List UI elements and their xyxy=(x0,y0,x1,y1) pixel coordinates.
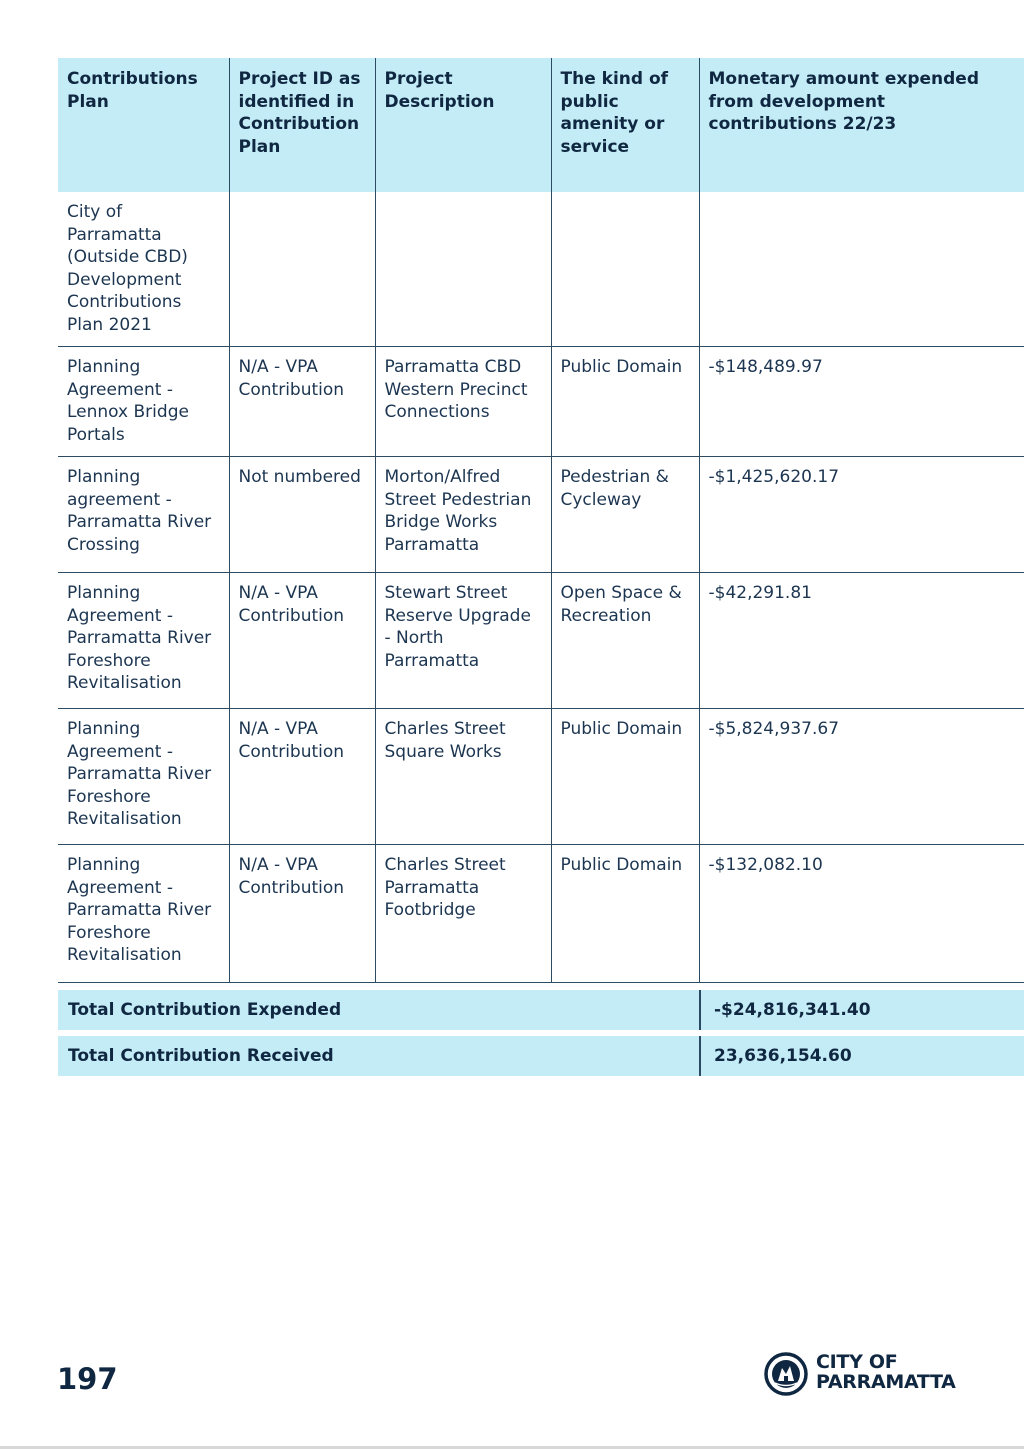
table-row xyxy=(58,457,1024,573)
table-row xyxy=(58,192,1024,347)
cell-project-id: Not numbered xyxy=(229,457,375,573)
total-expended-row xyxy=(58,990,1024,1030)
cell-project-id: N/A - VPA Contribution xyxy=(229,347,375,457)
cell-plan: Planning agreement - Parramatta River Crossing xyxy=(58,457,229,573)
cell-plan: Planning Agreement - Lennox Bridge Portals xyxy=(58,347,229,457)
cell-amount: -$148,489.97 xyxy=(699,347,1024,457)
cell-description: Charles Street Square Works xyxy=(375,709,551,845)
logo-wordmark xyxy=(816,1352,956,1392)
city-seal-icon xyxy=(764,1352,808,1396)
cell-kind: Open Space & Recreation xyxy=(551,573,699,709)
table-header-row xyxy=(58,58,1024,192)
cell-kind: Public Domain xyxy=(551,347,699,457)
cell-amount xyxy=(699,192,1024,347)
page-number: 197 xyxy=(57,1362,118,1396)
cell-kind: Public Domain xyxy=(551,709,699,845)
header-project-id: Project ID as identified in Contribution Plan xyxy=(229,58,375,192)
cell-project-id xyxy=(229,192,375,347)
table-row xyxy=(58,347,1024,457)
cell-amount: -$5,824,937.67 xyxy=(699,709,1024,845)
cell-plan: Planning Agreement - Parramatta River Foreshore Revitalisation xyxy=(58,709,229,845)
cell-description: Parramatta CBD Western Precinct Connections xyxy=(375,347,551,457)
header-contributions-plan: Contributions Plan xyxy=(58,58,229,192)
cell-amount: -$1,425,620.17 xyxy=(699,457,1024,573)
cell-kind xyxy=(551,192,699,347)
total-expended-value: -$24,816,341.40 xyxy=(714,1000,871,1020)
table-row xyxy=(58,709,1024,845)
header-monetary-amount: Monetary amount expended from development contributions 22/23 xyxy=(699,58,1024,192)
cell-amount: -$42,291.81 xyxy=(699,573,1024,709)
cell-kind: Pedestrian & Cycleway xyxy=(551,457,699,573)
header-amenity-kind: The kind of public amenity or service xyxy=(551,58,699,192)
total-expended-label: Total Contribution Expended xyxy=(68,1000,342,1020)
cell-plan: City of Parramatta (Outside CBD) Development Contributions Plan 2021 xyxy=(58,192,229,347)
cell-description xyxy=(375,192,551,347)
cell-plan: Planning Agreement - Parramatta River Foreshore Revitalisation xyxy=(58,573,229,709)
city-of-parramatta-logo xyxy=(764,1350,964,1398)
total-received-label: Total Contribution Received xyxy=(68,1046,334,1066)
header-project-description: Project Description xyxy=(375,58,551,192)
cell-amount: -$132,082.10 xyxy=(699,845,1024,983)
logo-line-1: CITY OF xyxy=(816,1351,898,1373)
total-divider xyxy=(699,990,701,1030)
table-row xyxy=(58,845,1024,983)
total-divider xyxy=(699,1036,701,1076)
cell-kind: Public Domain xyxy=(551,845,699,983)
total-received-value: 23,636,154.60 xyxy=(714,1046,852,1066)
cell-description: Charles Street Parramatta Footbridge xyxy=(375,845,551,983)
cell-description: Morton/Alfred Street Pedestrian Bridge Works Parramatta xyxy=(375,457,551,573)
cell-project-id: N/A - VPA Contribution xyxy=(229,709,375,845)
cell-project-id: N/A - VPA Contribution xyxy=(229,845,375,983)
cell-project-id: N/A - VPA Contribution xyxy=(229,573,375,709)
cell-description: Stewart Street Reserve Upgrade - North Parramatta xyxy=(375,573,551,709)
cell-plan: Planning Agreement - Parramatta River Foreshore Revitalisation xyxy=(58,845,229,983)
table-row xyxy=(58,573,1024,709)
total-received-row xyxy=(58,1036,1024,1076)
logo-line-2: PARRAMATTA xyxy=(816,1371,956,1393)
contributions-table xyxy=(58,58,1024,983)
